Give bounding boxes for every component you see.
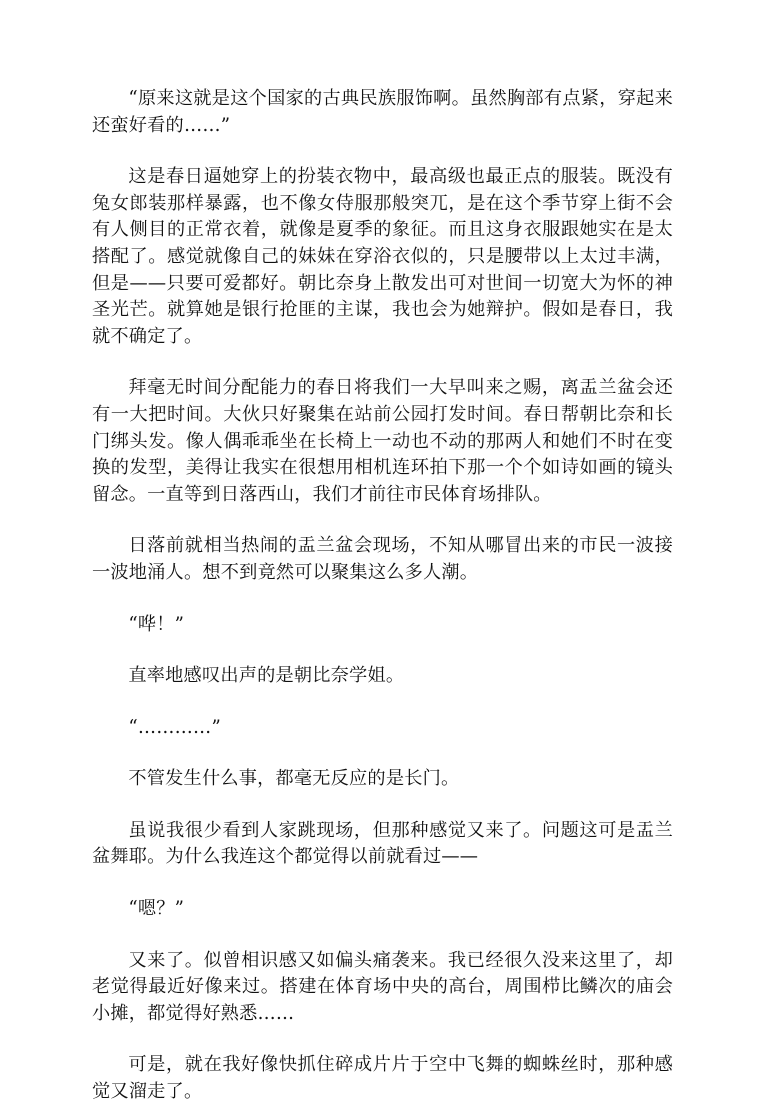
paragraph-9: 虽说我很少看到人家跳现场，但那种感觉又来了。问题这可是盂兰盆舞耶。为什么我连这个都觉得以前就看过—— <box>92 819 673 868</box>
paragraph-5: “哗！” <box>128 613 185 635</box>
paragraph-12: 可是，就在我好像快抓住碎成片片于空中飞舞的蜘蛛丝时，那种感觉又溜走了。 <box>92 1054 673 1103</box>
paragraph-1: “原来这就是这个国家的古典民族服饰啊。虽然胸部有点紧，穿起来还蛮好看的……” <box>92 88 673 136</box>
paragraph-2: 这是春日逼她穿上的扮装衣物中，最高级也最正点的服装。既没有兔女郎装那样暴露，也不像女侍服那般突兀，是在这个季节穿上街不会有人侧目的正常衣着，就像是夏季的象征。而且这身衣服跟她实在是太搭配了。感觉就像自己的妹妹在穿浴衣似的，只是腰带以上太过丰满，但是——只要可爱都好。朝比奈身上散发出可对世间一切宽大为怀的神圣光芒。就算她是银行抢匪的主谋，我也会为她辩护。假如是春日，我就不确定了。 <box>92 166 673 347</box>
paragraph-11: 又来了。似曾相识感又如偏头痛袭来。我已经很久没来这里了，却老觉得最近好像来过。搭建在体育场中央的高台，周围栉比鳞次的庙会小摊，都觉得好熟悉…… <box>92 949 673 1024</box>
paragraph-8: 不管发生什么事，都毫无反应的是长门。 <box>128 768 460 790</box>
paragraph-7: “…………” <box>128 716 221 738</box>
paragraph-10: “嗯？” <box>128 898 185 920</box>
paragraph-6: 直率地感叹出声的是朝比奈学姐。 <box>128 665 405 687</box>
paragraph-4: 日落前就相当热闹的盂兰盆会现场，不知从哪冒出来的市民一波接一波地涌人。想不到竟然可以聚集这么多人潮。 <box>92 535 673 583</box>
paragraph-3: 拜毫无时间分配能力的春日将我们一大早叫来之赐，离盂兰盆会还有一大把时间。大伙只好聚集在站前公园打发时间。春日帮朝比奈和长门绑头发。像人偶乖乖坐在长椅上一动也不动的那两人和她们不时在变换的发型，美得让我实在很想用相机连环拍下那一个个如诗如画的镜头留念。一直等到日落西山，我们才前往市民体育场排队。 <box>92 377 673 505</box>
